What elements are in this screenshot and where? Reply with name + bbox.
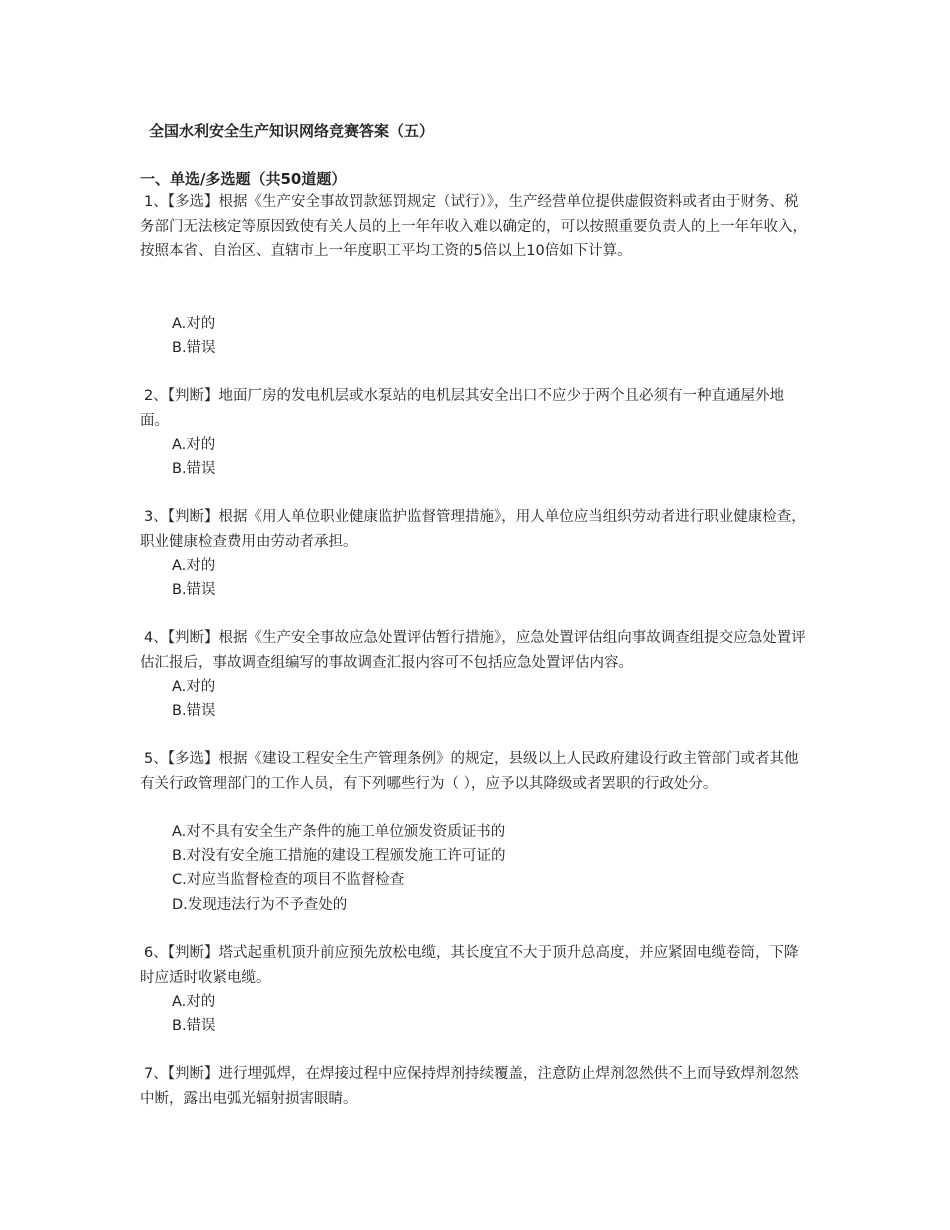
question-6-text: 6、【判断】塔式起重机顶升前应预先放松电缆，其长度宜不大于顶升总高度，并应紧固电缆卷筒，下降时应适时收紧电缆。 xyxy=(140,945,799,986)
question-2-text: 2、【判断】地面厂房的发电机层或水泵站的电机层其安全出口不应少于两个且必须有一种直通屋外地面。 xyxy=(140,388,784,429)
question-4-text: 4、【判断】根据《生产安全事故应急处置评估暂行措施》，应急处置评估组向事故调查组提交应急处置评估汇报后，事故调查组编写的事故调查汇报内容可不包括应急处置评估内容。 xyxy=(140,630,806,671)
question-1-text: 1、【多选】根据《生产安全事故罚款惩罚规定（试行）》，生产经营单位提供虚假资料或者由于财务、税务部门无法核定等原因致使有关人员的上一年年收入难以确定的，可以按照重要负责人的上一年年收入，按照本省、自治区、直辖市上一年度职工平均工资的5倍以上10倍如下计算。 xyxy=(140,194,807,259)
question-2-option-a: A.对的 xyxy=(172,437,216,453)
question-5-option-b: B.对没有安全施工措施的建设工程颁发施工许可证的 xyxy=(172,848,506,864)
question-1-option-b: B.错误 xyxy=(172,340,216,356)
question-4-option-b: B.错误 xyxy=(172,703,216,719)
question-5-option-d: D.发现违法行为不予查处的 xyxy=(172,897,348,913)
question-5-option-c: C.对应当监督检查的项目不监督检查 xyxy=(172,872,405,888)
question-7-text: 7、【判断】进行埋弧焊，在焊接过程中应保持焊剂持续覆盖，注意防止焊剂忽然供不上而导致焊剂忽然中断，露出电弧光辐射损害眼睛。 xyxy=(140,1066,799,1107)
section-heading: 一、单选/多选题（共50道题） xyxy=(140,170,347,188)
question-1-option-a: A.对的 xyxy=(172,316,216,332)
question-3-option-a: A.对的 xyxy=(172,558,216,574)
question-5-text: 5、【多选】根据《建设工程安全生产管理条例》的规定，县级以上人民政府建设行政主管部门或者其他有关行政管理部门的工作人员，有下列哪些行为（ ），应予以其降级或者罢职的行政处分。 xyxy=(140,751,799,792)
question-2-option-b: B.错误 xyxy=(172,461,216,477)
question-6-option-b: B.错误 xyxy=(172,1018,216,1034)
question-5-option-a: A.对不具有安全生产条件的施工单位颁发资质证书的 xyxy=(172,824,506,840)
document-title: 全国水利安全生产知识网络竞赛答案（五） xyxy=(149,122,435,140)
question-6-option-a: A.对的 xyxy=(172,994,216,1010)
question-3-option-b: B.错误 xyxy=(172,582,216,598)
question-4-option-a: A.对的 xyxy=(172,679,216,695)
question-3-text: 3、【判断】根据《用人单位职业健康监护监督管理措施》，用人单位应当组织劳动者进行职业健康检查，职业健康检查费用由劳动者承担。 xyxy=(140,509,806,550)
